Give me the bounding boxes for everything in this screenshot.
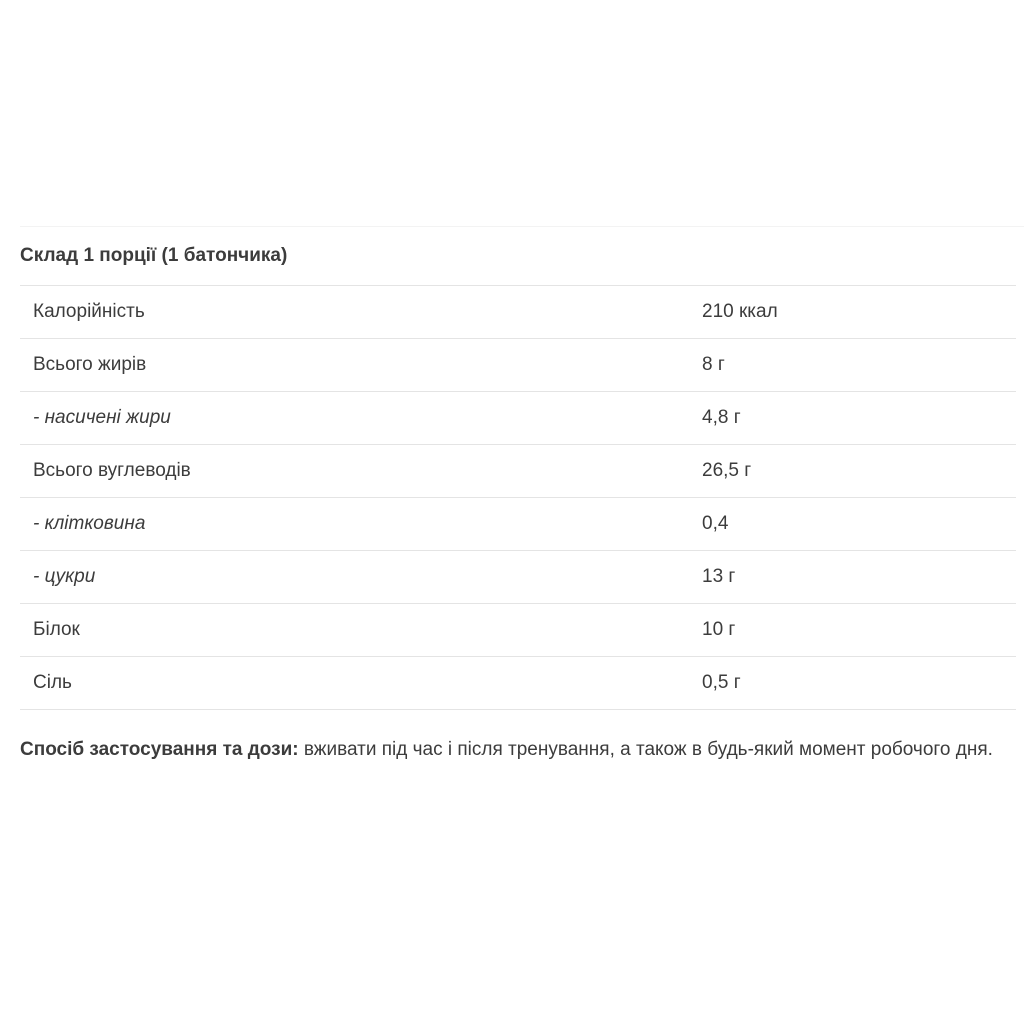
nutrient-value: 0,5 г <box>702 672 741 693</box>
nutrient-value: 10 г <box>702 619 736 640</box>
nutrient-value: 0,4 <box>702 513 729 534</box>
nutrient-name: - клітковина <box>33 513 146 534</box>
table-row <box>20 286 1016 339</box>
nutrient-value: 4,8 г <box>702 407 741 428</box>
table-row <box>20 657 1016 710</box>
usage-label: Спосіб застосування та дози: <box>20 739 299 760</box>
table-row <box>20 445 1016 498</box>
table-row <box>20 604 1016 657</box>
nutrient-name: Сіль <box>33 672 72 693</box>
nutrient-value: 8 г <box>702 354 725 375</box>
nutrient-value: 26,5 г <box>702 460 752 481</box>
nutrient-name: - насичені жири <box>33 407 171 428</box>
nutrition-table <box>20 285 1016 710</box>
table-row <box>20 498 1016 551</box>
nutrition-title: Склад 1 порції (1 батончика) <box>20 226 1024 285</box>
nutrient-name: Всього вуглеводів <box>33 460 191 481</box>
nutrient-value: 210 ккал <box>702 301 778 322</box>
nutrient-name: Білок <box>33 619 80 640</box>
usage-text: вживати під час і після тренування, а також в будь-який момент робочого дня. <box>298 739 993 760</box>
nutrient-name: Калорійність <box>33 301 145 322</box>
product-description <box>20 226 1024 766</box>
table-row <box>20 392 1016 445</box>
table-row <box>20 551 1016 604</box>
nutrient-value: 13 г <box>702 566 736 587</box>
usage-paragraph <box>20 733 1010 766</box>
nutrient-name: Всього жирів <box>33 354 147 375</box>
nutrient-name: - цукри <box>33 566 96 587</box>
table-row <box>20 339 1016 392</box>
